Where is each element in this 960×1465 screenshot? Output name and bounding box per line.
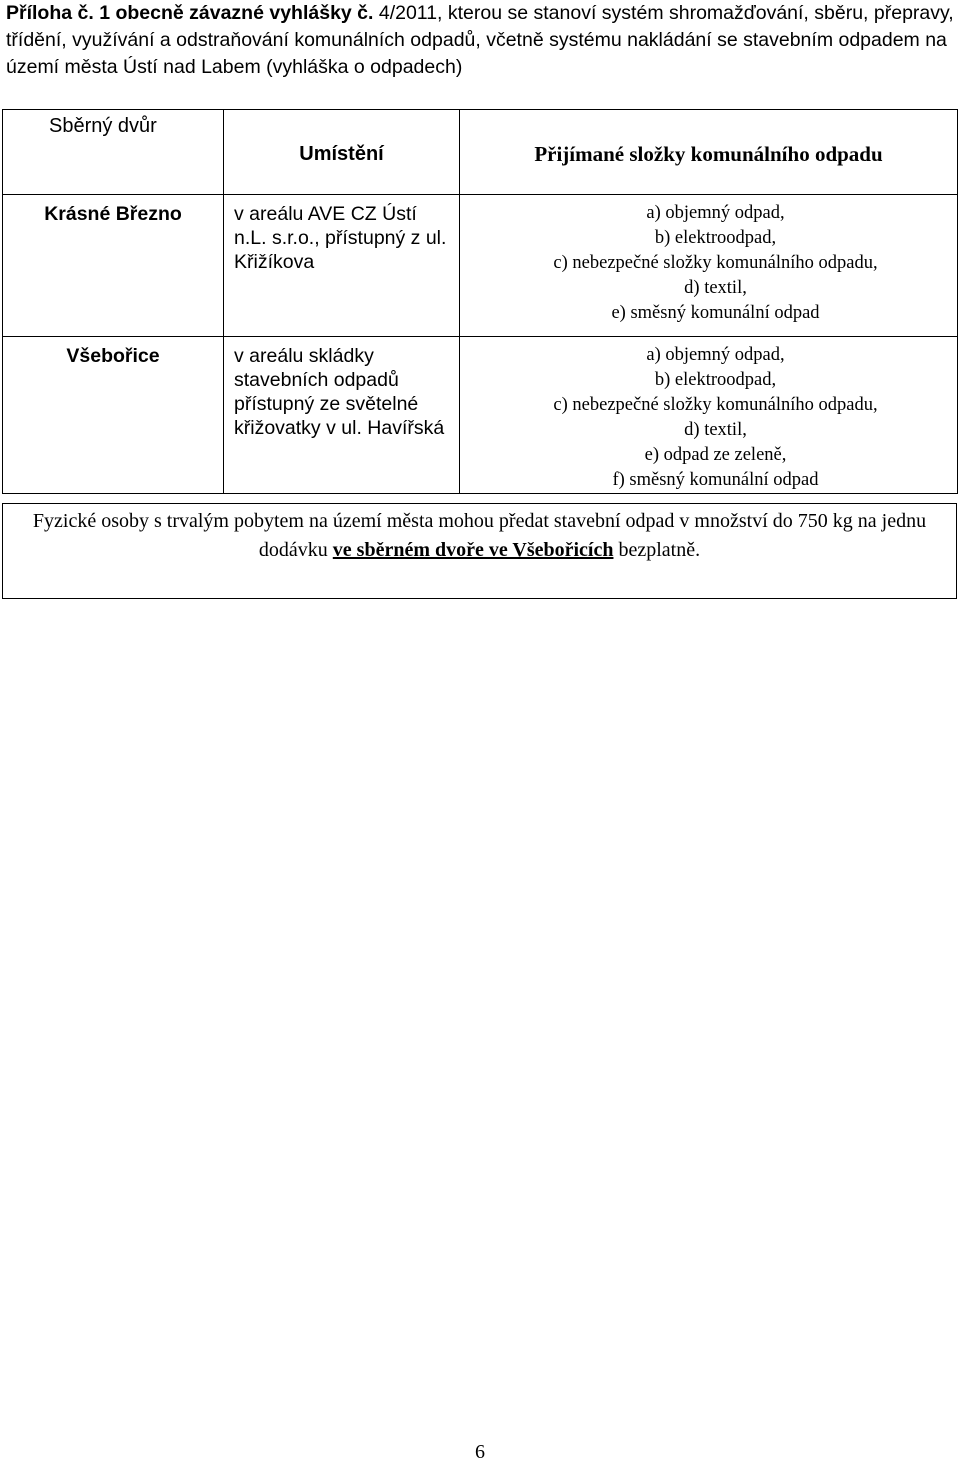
accepted-waste-list bbox=[460, 195, 957, 326]
header-location-label: Umístění bbox=[299, 143, 384, 165]
table-header-row bbox=[3, 110, 958, 195]
list-item: b) elektroodpad, bbox=[654, 228, 777, 248]
heading-regulation-title: 4/2011, kterou se stanoví systém shromažďování, sběru, přepravy, třídění, využívání a odstraňování komunálních odpadů, včetně systému nakládání se stavebním odpadem na území města Ústí nad Labem (vyhláška o odpadech) bbox=[6, 2, 954, 78]
table-row bbox=[3, 337, 958, 494]
note-text-end: bezplatně. bbox=[613, 539, 701, 561]
site-cell bbox=[3, 195, 224, 337]
list-item: c) nebezpečné složky komunálního odpadu, bbox=[553, 395, 878, 415]
heading-annex-label: Příloha č. 1 obecně závazné vyhlášky č. bbox=[6, 2, 374, 24]
accepted-waste-list bbox=[460, 337, 957, 493]
document-heading bbox=[6, 0, 956, 81]
header-location-cell bbox=[224, 110, 460, 195]
header-accepted-label: Přijímané složky komunálního odpadu bbox=[534, 142, 883, 166]
page-number: 6 bbox=[475, 1441, 485, 1463]
header-site-label: Sběrný dvůr bbox=[49, 115, 157, 137]
list-item: d) textil, bbox=[684, 278, 747, 298]
table-row bbox=[3, 195, 958, 337]
list-item: a) objemný odpad, bbox=[646, 203, 785, 223]
site-cell bbox=[3, 337, 224, 494]
location-cell bbox=[224, 337, 460, 494]
list-item: a) objemný odpad, bbox=[646, 345, 785, 365]
list-item: b) elektroodpad, bbox=[654, 370, 777, 390]
list-item: d) textil, bbox=[684, 420, 747, 440]
site-name: Krásné Březno bbox=[44, 203, 182, 225]
site-location: v areálu skládky stavebních odpadů přístupný ze světelné křižovatky v ul. Havířská bbox=[234, 345, 445, 439]
note-text: Fyzické osoby s trvalým pobytem na území města mohou předat stavební odpad v množství do 750 kg na jednu dodávku bbox=[32, 510, 927, 561]
site-location: v areálu AVE CZ Ústí n.L. s.r.o., přístupný z ul. Křižíkova bbox=[234, 203, 447, 273]
site-name: Všebořice bbox=[66, 345, 160, 367]
accepted-cell bbox=[460, 195, 958, 337]
collection-yards-table bbox=[2, 109, 958, 494]
list-item: e) směsný komunální odpad bbox=[611, 303, 820, 323]
list-item: e) odpad ze zeleně, bbox=[644, 445, 787, 465]
list-item: f) směsný komunální odpad bbox=[612, 470, 819, 490]
header-site-cell bbox=[3, 110, 224, 195]
note-emphasis: ve sběrném dvoře ve Všebořicích bbox=[332, 539, 614, 561]
list-item: c) nebezpečné složky komunálního odpadu, bbox=[553, 253, 878, 273]
header-accepted-cell bbox=[460, 110, 958, 195]
accepted-cell bbox=[460, 337, 958, 494]
construction-waste-note bbox=[2, 503, 957, 599]
location-cell bbox=[224, 195, 460, 337]
